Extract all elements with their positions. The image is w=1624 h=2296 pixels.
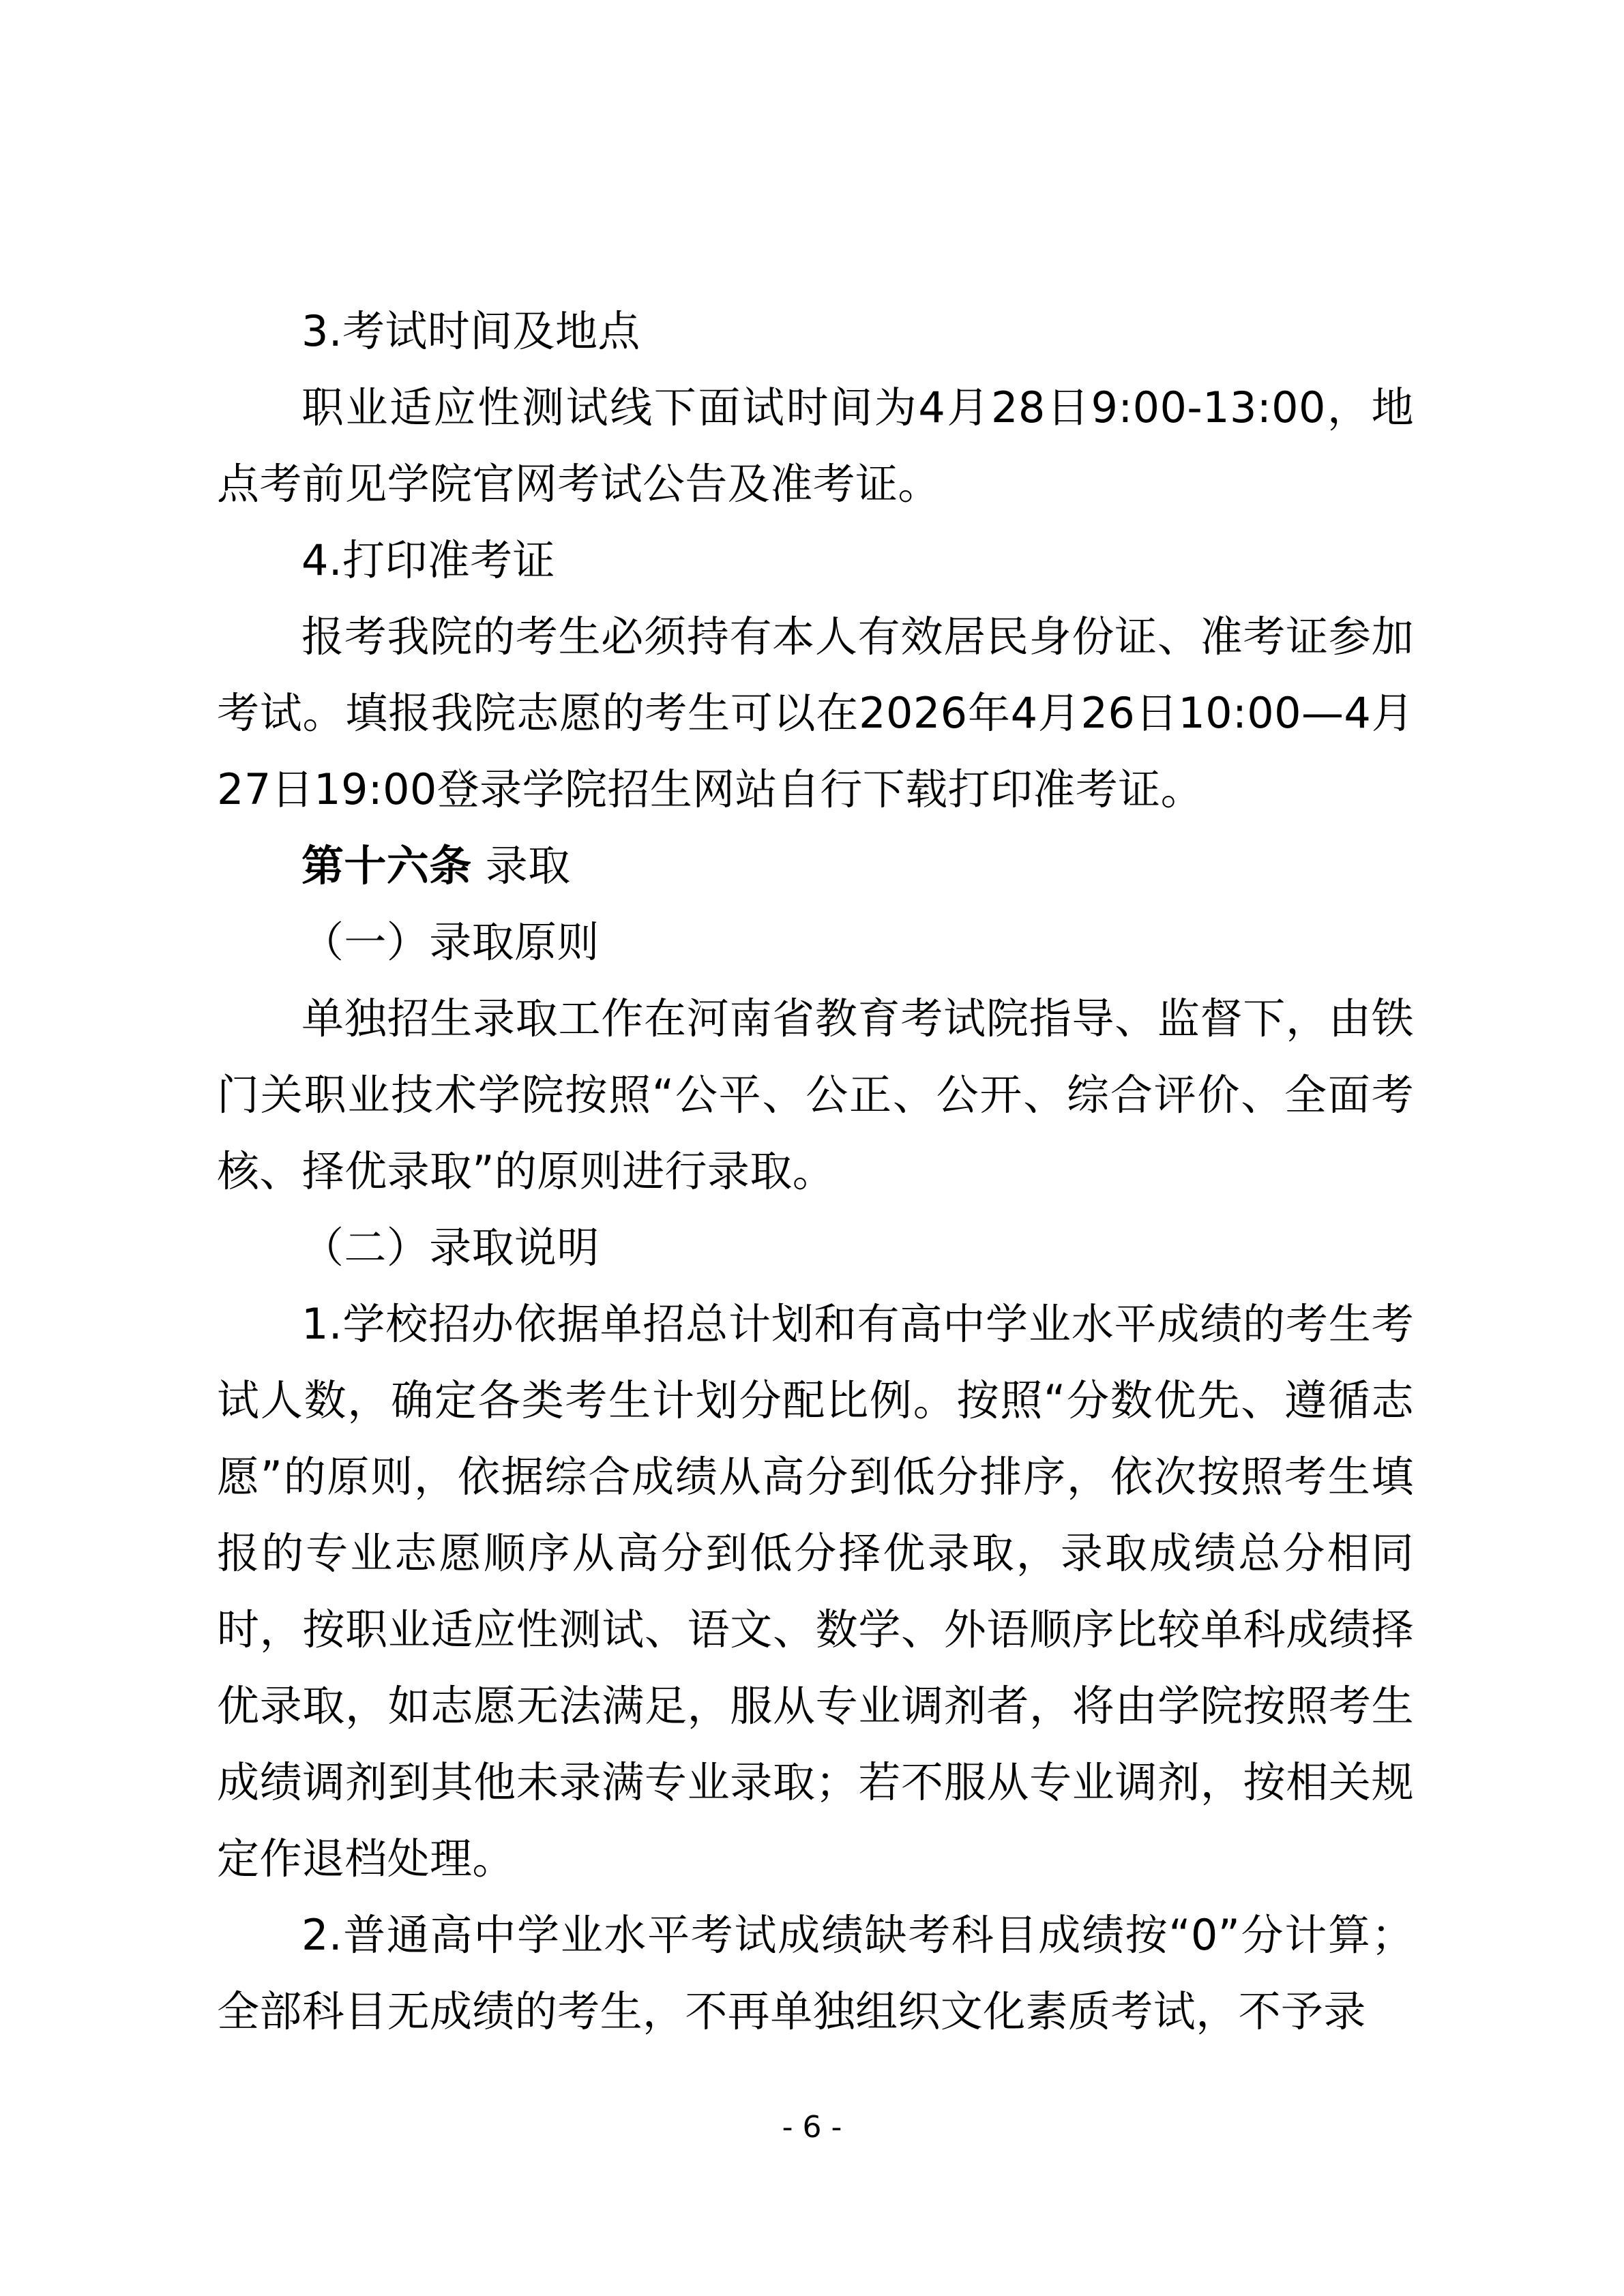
article-number: 第十六条 <box>301 841 472 891</box>
subsection-heading-exam-time: 3.考试时间及地点 <box>301 306 640 356</box>
paragraph-exam-time: 职业适应性测试线下面试时间为4月28日9:00-13:00，地点考前见学院官网考试公告及准考证。 <box>217 383 1414 509</box>
article-title: 录取 <box>471 841 571 891</box>
subsection-heading-print-ticket: 4.打印准考证 <box>301 535 555 585</box>
page-number: - 6 - <box>782 2110 842 2145</box>
document-body <box>217 293 1414 2050</box>
section-heading-principles: （一）录取原则 <box>301 917 600 967</box>
paragraph-print-ticket: 报考我院的考生必须持有本人有效居民身份证、准考证参加考试。填报我院志愿的考生可以在2026年4月26日10:00—4月27日19:00登录学院招生网站自行下载打印准考证。 <box>217 612 1414 814</box>
section-heading-explanation: （二）录取说明 <box>301 1223 600 1272</box>
paragraph-explanation-1: 1.学校招办依据单招总计划和有高中学业水平成绩的考生考试人数，确定各类考生计划分配比例。按照“分数优先、遵循志愿”的原则，依据综合成绩从高分到低分排序，依次按照考生填报的专业志愿顺序从高分到低分择优录取，录取成绩总分相同时，按职业适应性测试、语文、数学、外语顺序比较单科成绩择优录取，如志愿无法满足，服从专业调剂者，将由学院按照考生成绩调剂到其他未录满专业录取；若不服从专业调剂，按相关规定作退档处理。 <box>217 1299 1414 1883</box>
paragraph-explanation-2: 2.普通高中学业水平考试成绩缺考科目成绩按“0”分计算；全部科目无成绩的考生，不再单独组织文化素质考试，不予录 <box>217 1910 1414 2036</box>
paragraph-principles: 单独招生录取工作在河南省教育考试院指导、监督下，由铁门关职业技术学院按照“公平、公正、公开、综合评价、全面考核、择优录取”的原则进行录取。 <box>217 994 1414 1196</box>
article-heading-admission <box>217 828 1414 904</box>
